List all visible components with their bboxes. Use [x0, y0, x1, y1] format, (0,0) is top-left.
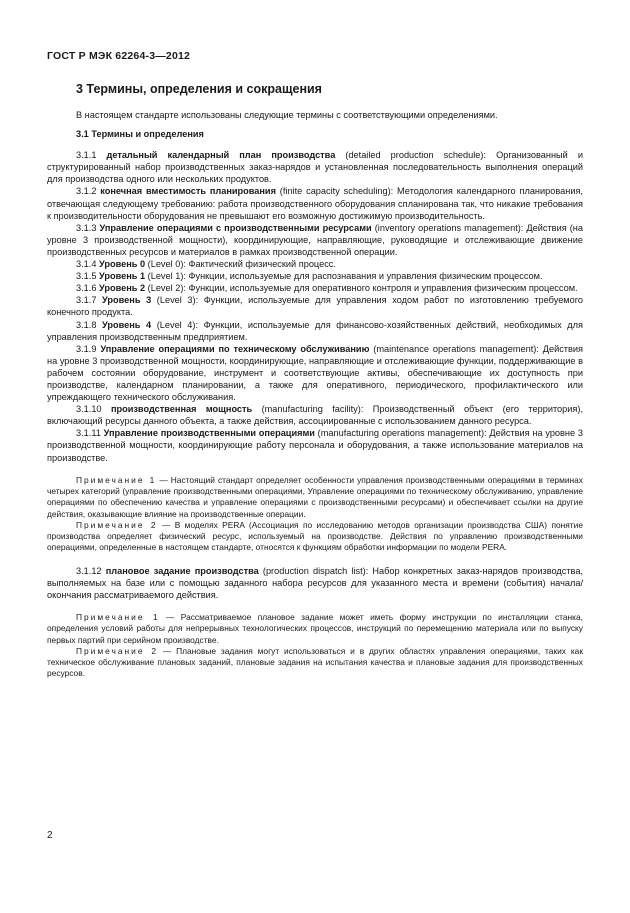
note-text: — В моделях PERA (Ассоциация по исследованию методов организации производства США) понятие производства определяет физический ресурс, используемый на производстве. Действия по управлению производственными операциями, определенные в настоящем стандарте, относятся к функциям обработки информации по модели PERA.: [47, 519, 583, 553]
term-3-1-12: [47, 565, 583, 601]
term-name: Уровень 1: [99, 271, 146, 282]
term-number: 3.1.2: [76, 186, 97, 197]
note-1-a: [47, 475, 583, 520]
term-name: конечная вместимость планирования: [100, 186, 276, 197]
term-number: 3.1.6: [76, 283, 97, 294]
note-1-b: [47, 612, 583, 646]
term-name: Уровень 2: [99, 283, 146, 294]
term-name: Уровень 4: [102, 319, 152, 330]
note-text: — Рассматриваемое плановое задание может иметь форму инструкции по инсталляции станка, определения условий работы для непрерывных технологических процессов, инструкций по перемещению материала или по выпуску первых партий при серийном производстве.: [47, 611, 583, 645]
term-definition: (Level 2): Функции, используемые для оперативного контроля и управления физическим процессом.: [145, 283, 578, 294]
term-definition: (manufacturing facility): Производственный объект (его территория), включающий ресурсы данного объекта, а также действия, ассоциированные с использованием данного ресурса.: [47, 404, 583, 427]
note-text: — Плановые задания могут использоваться и в других областях управления операциями, таких как техническое обслуживание плановых заданий, плановые задания на испытания качества и плановые задания для производственных ресурсов.: [47, 645, 583, 679]
term-name: Управление операциями по техническому обслуживанию: [100, 343, 370, 354]
term-3-1-9: [47, 343, 583, 403]
term-3-1-7: [47, 294, 583, 318]
term-definition: (Level 0): Фактический физический процесс.: [145, 259, 336, 270]
term-name: Уровень 0: [99, 259, 146, 270]
subsection-title: 3.1 Термины и определения: [76, 129, 204, 140]
document-header: ГОСТ Р МЭК 62264-3—2012: [47, 50, 191, 62]
term-definition: (maintenance operations management): Действия на уровне 3 производственной мощности, координирующие, направляющие и отслеживающие функции, поддерживающие в рабочем состоянии оборудование, инструмент и соответствующие активы, обеспечивающие их доступность при производстве, календарном планировании, а также для оперативного, периодического, профилактического или упреждающего технического обслуживания.: [47, 343, 583, 403]
term-definition: (finite capacity scheduling): Методология календарного планирования, отвечающая следующему требованию: работа производственного оборудования спланирована так, что никакие требования к производительности оборудования не превышают его возможную достижимую производительность.: [47, 186, 583, 221]
document-body: [47, 109, 583, 680]
term-3-1-4: [47, 258, 583, 270]
term-name: Уровень 3: [102, 295, 152, 306]
term-3-1-1: [47, 149, 583, 185]
term-3-1-8: [47, 319, 583, 343]
term-definition: (production dispatch list): Набор конкретных заказ-нарядов производства, выполняемых на базе или с помощью заданного набора ресурсов для указанного места и времени (события) начала/окончания рассматриваемого действия.: [47, 565, 583, 600]
term-number: 3.1.8: [76, 319, 97, 330]
term-3-1-5: [47, 270, 583, 282]
spacer: [47, 464, 583, 475]
term-number: 3.1.9: [76, 343, 97, 354]
term-name: Управление производственными операциями: [103, 428, 315, 439]
page-number: 2: [47, 830, 53, 841]
spacer: [47, 554, 583, 565]
term-3-1-11: [47, 427, 583, 463]
term-name: производственная мощность: [110, 404, 253, 415]
term-definition: (Level 3): Функции, используемые для управления ходом работ по изготовлению требуемого конечного продукта.: [47, 295, 583, 318]
term-3-1-3: [47, 222, 583, 258]
note-label: Примечание 2: [76, 645, 158, 656]
term-number: 3.1.10: [76, 404, 102, 415]
section-title: 3 Термины, определения и сокращения: [76, 82, 322, 96]
term-definition: (Level 4): Функции, используемые для финансово-хозяйственных действий, необходимых для управления производственным предприятием.: [47, 319, 583, 342]
term-number: 3.1.5: [76, 271, 97, 282]
note-text: — Настоящий стандарт определяет особенности управления производственными операциями в терминах четырех категорий (управление производственными операциями, Управление операциями по техническому обслуживанию, управление операциями по обеспечению качества и управление операциями с производственными ресурсами) и обеспечивает ссылки на другие действия, оказывающие влияние на производственные операции.: [47, 474, 583, 519]
note-2-a: [47, 520, 583, 554]
term-definition: (inventory operations management): Действия (на уровне 3 производственной мощности), координирующие, направляющие, руководящие и отслеживающие движение производственных ресурсов и материалов в рамках производственной операции.: [47, 222, 583, 257]
term-3-1-6: [47, 282, 583, 294]
term-number: 3.1.12: [76, 565, 102, 576]
term-definition: (Level 1): Функции, используемые для распознавания и управления физическим процессом.: [145, 271, 543, 282]
term-number: 3.1.3: [76, 222, 97, 233]
intro-paragraph: В настоящем стандарте использованы следующие термины с соответствующими определениями.: [76, 110, 498, 120]
term-name: детальный календарный план производства: [106, 150, 336, 161]
term-number: 3.1.4: [76, 259, 97, 270]
term-name: плановое задание производства: [105, 565, 259, 576]
note-2-b: [47, 646, 583, 680]
note-label: Примечание 1: [76, 611, 160, 622]
term-number: 3.1.7: [76, 295, 97, 306]
term-definition: (manufacturing operations management): Действия на уровне 3 производственной мощности, координирующие работу персонала и оборудования, а также использование материалов на производстве.: [47, 428, 583, 463]
note-label: Примечание 1: [76, 474, 157, 485]
spacer: [47, 601, 583, 612]
term-3-1-2: [47, 185, 583, 221]
term-definition: (detailed production schedule): Организованный и структурированный набор производственных заказ-нарядов и установленная последовательность выполнения операций для производства одного или нескольких продуктов.: [47, 150, 583, 185]
term-number: 3.1.1: [76, 150, 97, 161]
term-3-1-10: [47, 403, 583, 427]
term-number: 3.1.11: [76, 428, 101, 439]
note-label: Примечание 2: [76, 519, 158, 530]
term-name: Управление операциями с производственными ресурсами: [99, 222, 372, 233]
